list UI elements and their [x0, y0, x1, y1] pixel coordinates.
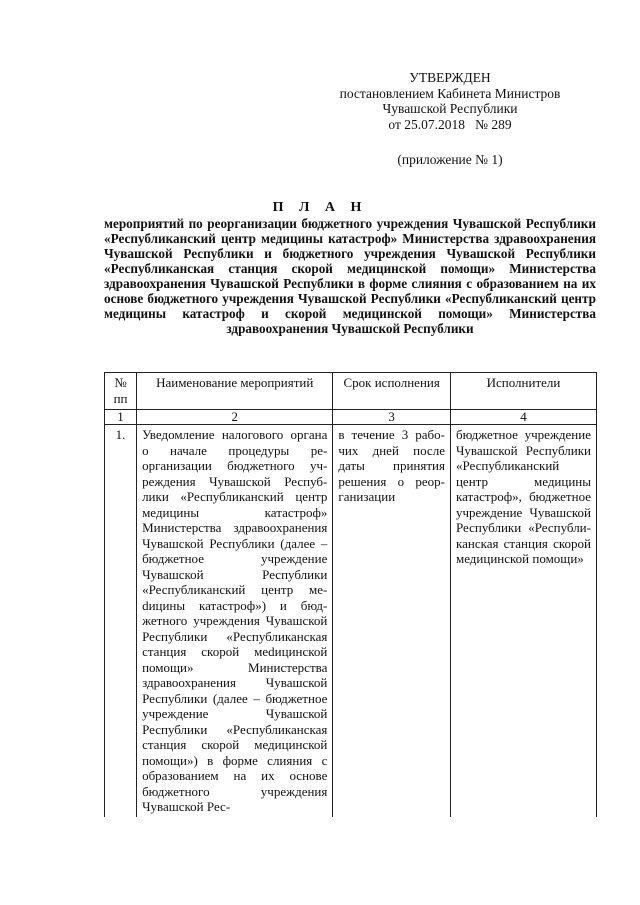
row-executors: бюджетное учреждение Чувашской Республики «Республиканский центр медицины катастроф», бюджетное учреждение Чувашской Республики «Республиканская станция скорой медицинской помощи»: [450, 425, 596, 817]
plan-title: П Л А Н: [272, 200, 368, 215]
table-header-row: [105, 373, 597, 410]
header-name: Наименование мероприятий: [137, 373, 333, 410]
approval-line-3: от 25.07.2018 № 289: [388, 116, 512, 132]
row-num: 1.: [105, 425, 137, 817]
column-number: 4: [450, 410, 596, 425]
approval-line-2: Чувашской Республики: [382, 101, 518, 116]
header-term: Срок исполнения: [333, 373, 451, 410]
header-num: № пп: [105, 373, 137, 410]
column-number-row: [105, 410, 597, 425]
row-name: Уведомление налогового органа о начале процедуры реорганизации бюджетного учреждения Чувашской Республики «Республиканский центр медицины катастроф» Министерства здравоохранения Чувашской Республики (далее – бюджетное учреждение Чувашской Республики «Республиканский центр меdицины катастроф») и бюджетного учреждения Чувашской Республики «Республиканская станция скорой меdицинской помощи» Министерства здравоохранения Чувашской Республики (далее – бюджетное учреждение Чувашской Республики «Республиканская станция скорой медицинской помощи») в форме слияния с образованием на их основе бюджетного учреждения Чувашской Рес-: [137, 425, 333, 817]
plan-table: [104, 372, 597, 817]
column-number: 2: [137, 410, 333, 425]
row-term: в течение 3 рабочих дней после даты принятия решения о реорганизации: [333, 425, 451, 817]
header-executors: Исполнители: [450, 373, 596, 410]
table-row: [105, 425, 597, 817]
column-number: 1: [105, 410, 137, 425]
appendix-note: (приложение № 1): [397, 152, 503, 167]
approval-stamp: УТВЕРЖДЕН: [409, 70, 491, 85]
column-number: 3: [333, 410, 451, 425]
approval-block: [300, 70, 600, 132]
plan-subtitle: мероприятий по реорганизации бюджетного учреждения Чувашской Республики «Республиканский центр медицины катастроф» Министерства здравоохранения Чувашской Республики и бюджетного учреждения Чувашской Республики «Республиканская станция скорой медицинской помощи» Министерства здравоохранения Чувашской Республики в форме слияния с образованием на их основе бюджетного учреждения Чувашской Республики «Республиканский центр медицины катастроф и скорой медицинской помощи» Министерства здравоохранения Чувашской Республики: [104, 216, 596, 336]
approval-line-1: постановлением Кабинета Министров: [339, 85, 561, 101]
